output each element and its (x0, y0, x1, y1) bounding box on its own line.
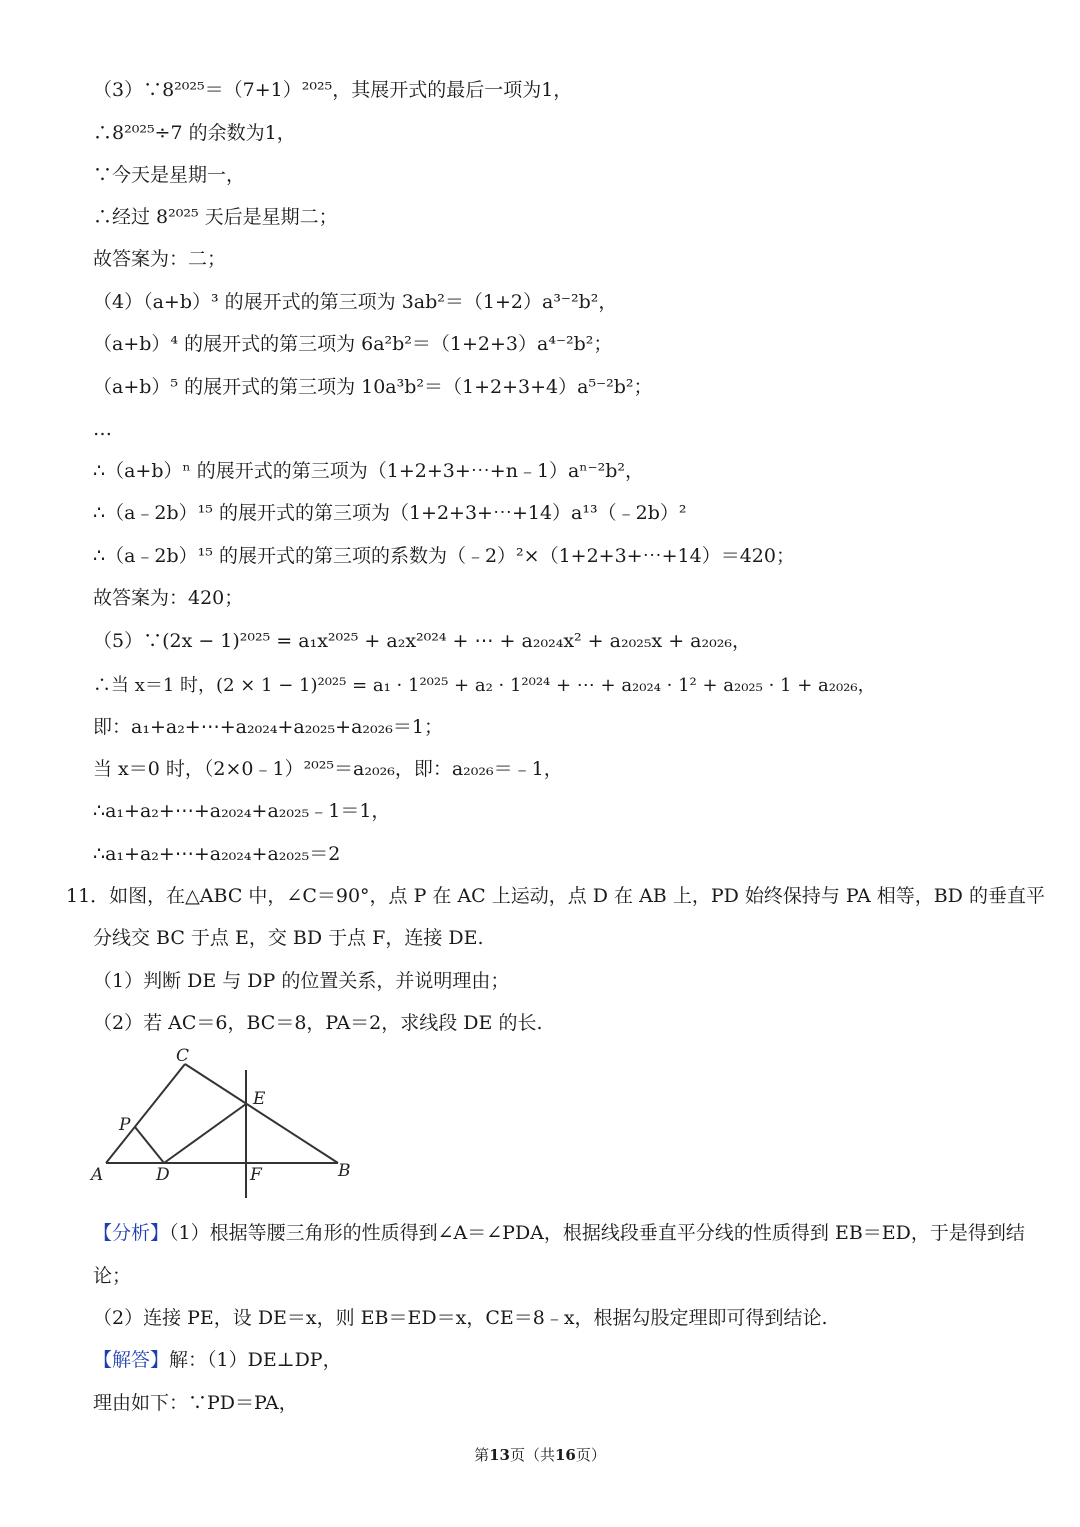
analysis-tag: 【分析】 (93, 1222, 170, 1244)
text-line-11: ∴（a﹣2b）¹⁵ 的展开式的第三项为（1+2+3+⋯+14）a¹³（﹣2b）² (93, 502, 687, 524)
text-line-7: （a+b）⁴ 的展开式的第三项为 6a²b²＝（1+2+3）a⁴⁻²b²； (93, 333, 613, 355)
solution-line-1 (93, 1348, 342, 1372)
footer-total-pages: 16 (555, 1446, 576, 1464)
text-line-18: ∴a₁+a₂+⋯+a₂₀₂₄+a₂₀₂₅﹣1＝1， (93, 800, 391, 822)
text-line-14: （5）∵(2x − 1)²⁰²⁵ = a₁x²⁰²⁵ + a₂x²⁰²⁴ + ⋯ + a₂₀₂₄x² + a₂₀₂₅x + a₂₀₂₆， (93, 630, 751, 652)
label-d: D (156, 1165, 170, 1185)
footer-page-number: 13 (489, 1446, 510, 1464)
text-line-9: … (93, 418, 112, 440)
footer-mid: 页（共 (509, 1446, 555, 1464)
text-line-6: （4）（a+b）³ 的展开式的第三项为 3ab²＝（1+2）a³⁻²b²， (93, 291, 618, 313)
text-line-8: （a+b）⁵ 的展开式的第三项为 10a³b²＝（1+2+3+4）a⁵⁻²b²； (93, 376, 653, 398)
analysis-line-2: 论； (93, 1265, 132, 1287)
problem-question-1: （1）判断 DE 与 DP 的位置关系，并说明理由； (93, 970, 510, 992)
text-line-3: ∵今天是星期一， (93, 164, 246, 186)
problem-statement-line-1: 11．如图，在△ABC 中，∠C＝90°，点 P 在 AC 上运动，点 D 在 AB 上，PD 始终保持与 PA 相等，BD 的垂直平 (66, 885, 1045, 907)
label-e: E (253, 1089, 266, 1109)
footer-prefix: 第 (474, 1446, 490, 1464)
triangle-figure (88, 1040, 358, 1205)
text-line-15: ∴当 x＝1 时，(2 × 1 − 1)²⁰²⁵ = a₁ · 1²⁰²⁵ + a₂ · 1²⁰²⁴ + ⋯ + a₂₀₂₄ · 1² + a₂₀₂₅ · 1 + a₂₀₂₆， (93, 675, 876, 696)
text-line-5: 故答案为：二； (93, 248, 227, 270)
text-line-13: 故答案为：420； (93, 587, 244, 609)
text-line-12: ∴（a﹣2b）¹⁵ 的展开式的第三项的系数为（﹣2）²×（1+2+3+⋯+14）＝420； (93, 545, 795, 567)
text-line-4: ∴经过 8²⁰²⁵ 天后是星期二； (93, 206, 338, 228)
segment-de (164, 1104, 246, 1163)
segment-ac (106, 1064, 185, 1163)
label-f: F (250, 1165, 262, 1185)
problem-statement-line-2: 分线交 BC 于点 E，交 BD 于点 F，连接 DE. (93, 927, 484, 949)
analysis-text-1: （1）根据等腰三角形的性质得到∠A＝∠PDA，根据线段垂直平分线的性质得到 EB＝ED，于是得到结 (169, 1222, 1025, 1244)
solution-text-1: 解：（1）DE⊥DP， (169, 1349, 342, 1371)
label-a: A (91, 1165, 104, 1185)
analysis-line-3: （2）连接 PE，设 DE＝x，则 EB＝ED＝x，CE＝8﹣x，根据勾股定理即可得到结论. (93, 1307, 828, 1329)
segment-pd (135, 1127, 164, 1163)
text-line-2: ∴8²⁰²⁵÷7 的余数为1， (93, 122, 296, 144)
problem-question-2: （2）若 AC＝6，BC＝8，PA＝2，求线段 DE 的长. (93, 1012, 543, 1034)
label-b: B (338, 1161, 351, 1181)
solution-tag: 【解答】 (93, 1349, 170, 1371)
text-line-16: 即：a₁+a₂+⋯+a₂₀₂₄+a₂₀₂₅+a₂₀₂₆＝1； (93, 716, 443, 738)
analysis-line-1 (93, 1221, 1025, 1245)
text-line-19: ∴a₁+a₂+⋯+a₂₀₂₄+a₂₀₂₅＝2 (93, 843, 341, 865)
text-line-17: 当 x＝0 时，（2×0﹣1）²⁰²⁵＝a₂₀₂₆，即：a₂₀₂₆＝﹣1， (93, 758, 563, 780)
page-footer (0, 1444, 1080, 1465)
segment-cb (185, 1064, 338, 1163)
text-line-10: ∴（a+b）ⁿ 的展开式的第三项为（1+2+3+⋯+n﹣1）aⁿ⁻²b²， (93, 460, 645, 482)
footer-suffix: 页） (575, 1446, 606, 1464)
solution-line-2: 理由如下：∵PD＝PA， (93, 1392, 298, 1414)
label-c: C (176, 1046, 190, 1066)
text-line-1: （3）∵8²⁰²⁵＝（7+1）²⁰²⁵，其展开式的最后一项为1， (93, 79, 573, 101)
label-p: P (119, 1115, 131, 1135)
